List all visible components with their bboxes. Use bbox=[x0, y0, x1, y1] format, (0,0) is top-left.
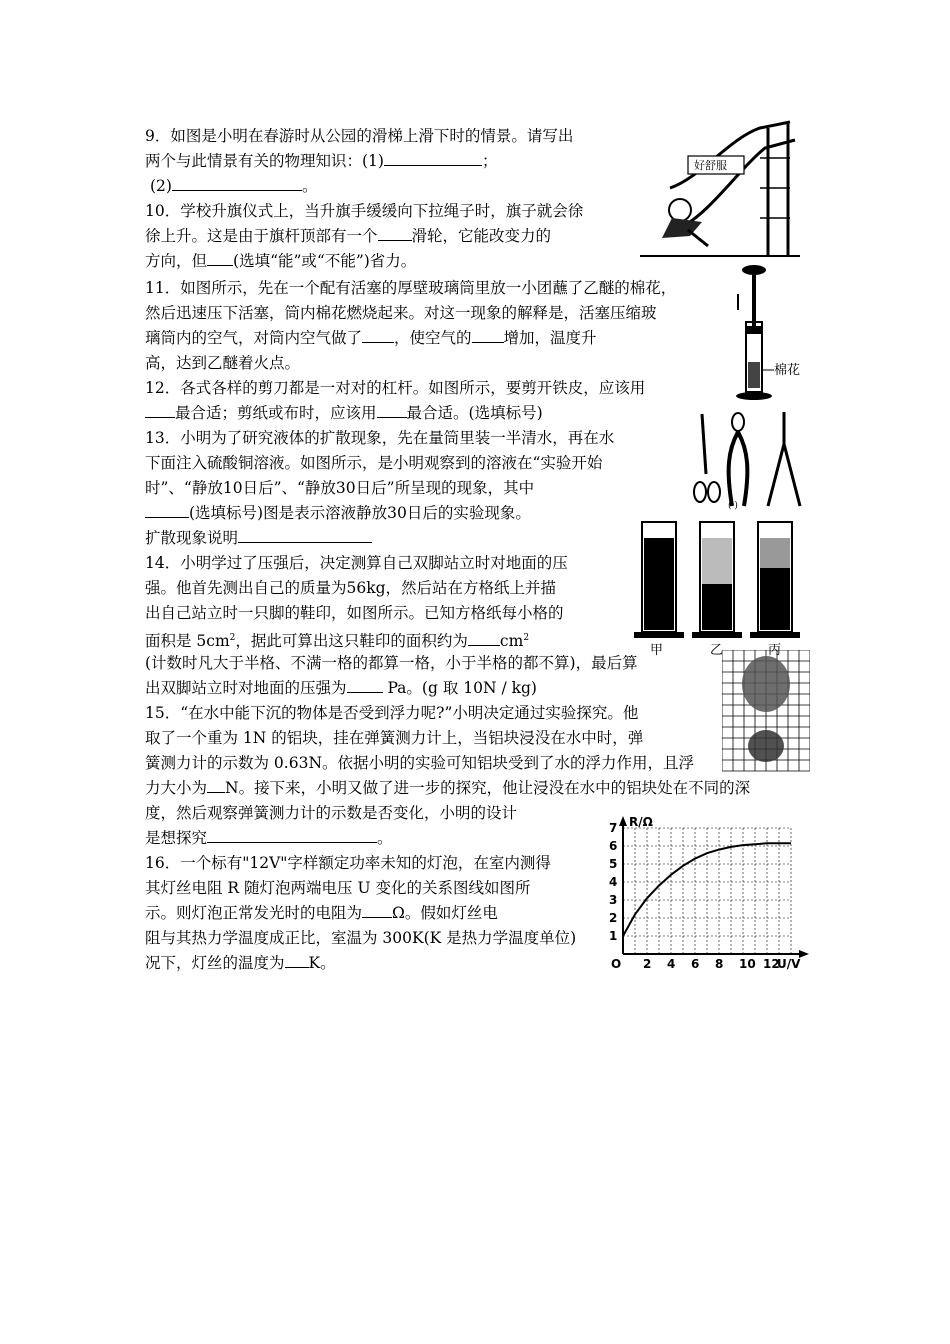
q15-line4 bbox=[145, 776, 750, 800]
q14-text: 出双脚站立时对地面的压强为 bbox=[145, 679, 347, 697]
q9-text: (2) bbox=[150, 177, 172, 195]
cylinder-b bbox=[692, 522, 742, 638]
y-axis-arrow bbox=[619, 816, 627, 826]
q12-text: 最合适；剪纸或布时，应该用 bbox=[175, 404, 377, 422]
q11-text: 增加，温度升 bbox=[503, 329, 597, 347]
q15-text: 是想探究 bbox=[145, 829, 208, 847]
q14-text: ，据此可算出这只鞋印的面积约为 bbox=[235, 632, 468, 651]
label-mark: ( ) bbox=[728, 501, 738, 511]
q13-line1 bbox=[145, 426, 614, 450]
answer-blank[interactable] bbox=[377, 401, 407, 418]
chart-grid bbox=[623, 828, 791, 954]
x-tick-label: 8 bbox=[715, 957, 724, 971]
x-axis-label: U/V bbox=[777, 957, 801, 971]
y-tick-label: 1 bbox=[609, 929, 618, 943]
q11-text: 璃筒内的空气，对筒内空气做了 bbox=[145, 329, 363, 347]
q14-line6 bbox=[145, 676, 537, 700]
q14-text: 面积是 5cm bbox=[145, 632, 230, 651]
x-tick-label: 4 bbox=[667, 957, 676, 971]
q10-line2 bbox=[145, 224, 551, 248]
x-tick-label: 6 bbox=[691, 957, 700, 971]
answer-blank[interactable] bbox=[285, 951, 309, 968]
cylinder-label: 乙 bbox=[710, 643, 724, 656]
q16-text: 16．一个标有"12V"字样额定功率未知的灯泡，在室内测得 bbox=[145, 854, 551, 872]
q11-line2 bbox=[145, 301, 657, 325]
q16-text: K。 bbox=[308, 954, 336, 972]
answer-blank[interactable] bbox=[384, 149, 482, 166]
answer-blank[interactable] bbox=[207, 776, 225, 793]
q16-text: 况下，灯丝的温度为 bbox=[145, 954, 285, 972]
q14-line1 bbox=[145, 551, 568, 575]
q15-text: 簧测力计的示数为 0.63N。依据小明的实验可知铝块受到了水的浮力作用，且浮 bbox=[145, 754, 695, 772]
answer-blank[interactable] bbox=[472, 326, 504, 343]
q16-line5 bbox=[145, 951, 336, 975]
q13-line4 bbox=[145, 501, 531, 525]
q15-text: 力大小为 bbox=[145, 779, 208, 797]
slide-figure bbox=[640, 118, 800, 260]
q11-text: 11．如图所示，先在一个配有活塞的厚壁玻璃筒里放一小团蘸了乙醚的棉花， bbox=[145, 279, 677, 297]
q14-text: 出自己站立时一只脚的鞋印，如图所示。已知方格纸每小格的 bbox=[145, 604, 564, 622]
q9-text: 。 bbox=[301, 177, 318, 195]
q10-text: 徐上升。这是由于旗杆顶部有一个 bbox=[145, 227, 378, 245]
cylinder-c bbox=[750, 522, 800, 638]
y-tick-label: 4 bbox=[609, 875, 618, 889]
q15-text: 。 bbox=[377, 829, 393, 847]
cylinder-label: 甲 bbox=[650, 643, 664, 656]
superscript: 2 bbox=[523, 633, 530, 643]
q12-line2 bbox=[145, 401, 543, 425]
q16-line3 bbox=[145, 901, 498, 925]
y-tick-label: 7 bbox=[609, 821, 618, 835]
answer-blank[interactable] bbox=[145, 501, 189, 518]
q11-text: 高，达到乙醚着火点。 bbox=[145, 354, 301, 372]
q13-line2 bbox=[145, 451, 602, 475]
q9-text: 9．如图是小明在春游时从公园的滑梯上滑下时的情景。请写出 bbox=[145, 127, 574, 145]
shoeprint-grid-figure bbox=[722, 650, 810, 776]
cylinder-label: 丙 bbox=[768, 643, 782, 656]
answer-blank[interactable] bbox=[207, 249, 233, 266]
q13-text: 时”、“静放10日后”、“静放30日后”所呈现的现象，其中 bbox=[145, 479, 535, 497]
q11-line3 bbox=[145, 326, 597, 350]
scissors-figure bbox=[688, 410, 808, 512]
q15-line5 bbox=[145, 801, 517, 825]
answer-blank[interactable] bbox=[378, 224, 412, 241]
y-tick-label: 6 bbox=[609, 839, 618, 853]
q10-line3 bbox=[145, 249, 416, 273]
q9-text: ； bbox=[481, 152, 498, 170]
answer-blank[interactable] bbox=[238, 526, 372, 543]
q14-line3 bbox=[145, 601, 564, 625]
q9-line3 bbox=[150, 174, 317, 198]
q10-text: 10．学校升旗仪式上，当升旗手缓缓向下拉绳子时，旗子就会徐 bbox=[145, 202, 584, 220]
q9-text: 两个与此情景有关的物理知识：(1) bbox=[145, 152, 384, 170]
q11-line1 bbox=[145, 276, 676, 300]
q13-line5 bbox=[145, 526, 372, 550]
x-tick-label: 2 bbox=[643, 957, 652, 971]
q15-text: 度，然后观察弹簧测力计的示数是否变化，小明的设计 bbox=[145, 804, 518, 822]
q10-text: 滑轮，它能改变力的 bbox=[411, 227, 552, 245]
q16-line1 bbox=[145, 851, 551, 875]
q11-line4 bbox=[145, 351, 300, 375]
answer-blank[interactable] bbox=[362, 901, 392, 918]
origin-label: O bbox=[611, 957, 622, 971]
y-tick-label: 5 bbox=[609, 857, 618, 871]
cotton-label: 棉花 bbox=[774, 363, 801, 378]
q16-text: 示。则灯泡正常发光时的电阻为 bbox=[145, 904, 363, 922]
q12-line1 bbox=[145, 376, 645, 400]
q9-line2 bbox=[145, 149, 497, 173]
q15-line6 bbox=[145, 826, 393, 850]
q13-text: (选填标号)图是表示溶液静放30日后的实验现象。 bbox=[189, 504, 531, 522]
q14-text: cm bbox=[499, 632, 524, 651]
resistance-voltage-chart bbox=[605, 812, 813, 972]
q15-text: 15．“在水中能下沉的物体是否受到浮力呢?”小明决定通过实验探究。他 bbox=[145, 704, 639, 722]
q10-text: 方向，但 bbox=[145, 252, 208, 270]
q14-line2 bbox=[145, 576, 556, 600]
q16-text: 其灯丝电阻 R 随灯泡两端电压 U 变化的关系图线如图所 bbox=[145, 879, 531, 897]
q14-text: (计数时凡大于半格、不满一格的都算一格，小于半格的都不算)，最后算 bbox=[145, 654, 638, 672]
q14-line5 bbox=[145, 651, 638, 675]
answer-blank[interactable] bbox=[145, 401, 175, 418]
q14-text: 强。他首先测出自己的质量为56kg，然后站在方格纸上并描 bbox=[145, 579, 557, 597]
cylinder-a bbox=[634, 522, 684, 638]
speech-bubble-label: 好舒服 bbox=[694, 160, 727, 172]
q14-text: Pa。(g 取 10N / kg) bbox=[382, 679, 537, 697]
superscript: 2 bbox=[229, 633, 236, 643]
q16-line2 bbox=[145, 876, 530, 900]
q15-line3 bbox=[145, 751, 694, 775]
q12-text: 最合适。(选填标号) bbox=[406, 404, 543, 422]
q13-text: 扩散现象说明 bbox=[145, 529, 239, 547]
answer-blank[interactable] bbox=[347, 676, 383, 693]
q13-text: 13．小明为了研究液体的扩散现象，先在量筒里装一半清水，再在水 bbox=[145, 429, 615, 447]
q15-line2 bbox=[145, 726, 643, 750]
q15-line1 bbox=[145, 701, 638, 725]
q9-line1 bbox=[145, 124, 573, 148]
q16-text: Ω。假如灯丝电 bbox=[392, 904, 498, 922]
q14-line4 bbox=[145, 626, 529, 653]
y-tick-label: 2 bbox=[609, 911, 618, 925]
answer-blank[interactable] bbox=[172, 174, 302, 191]
q10-text: (选填“能”或“不能”)省力。 bbox=[233, 252, 417, 270]
q16-line4 bbox=[145, 926, 576, 950]
q14-text: 14．小明学过了压强后，决定测算自己双脚站立时对地面的压 bbox=[145, 554, 568, 572]
q11-text: ，使空气的 bbox=[394, 329, 472, 347]
q15-text: N。接下来，小明又做了进一步的探究，他让浸没在水中的铝块处在不同的深 bbox=[225, 779, 751, 797]
q13-line3 bbox=[145, 476, 534, 500]
q12-text: 12．各式各样的剪刀都是一对对的杠杆。如图所示，要剪开铁皮，应该用 bbox=[145, 379, 646, 397]
y-tick-label: 3 bbox=[609, 893, 618, 907]
x-tick-label: 10 bbox=[739, 957, 756, 971]
q11-text: 然后迅速压下活塞，筒内棉花燃烧起来。对这一现象的解释是，活塞压缩玻 bbox=[145, 304, 657, 322]
y-axis-label: R/Ω bbox=[629, 815, 653, 829]
fire-syringe-figure bbox=[728, 262, 808, 402]
x-axis-arrow bbox=[799, 950, 809, 958]
cylinders-figure bbox=[630, 516, 805, 656]
x-tick-label: 12 bbox=[763, 957, 780, 971]
answer-blank[interactable] bbox=[207, 826, 377, 843]
q15-text: 取了一个重为 1N 的铝块，挂在弹簧测力计上，当铝块浸没在水中时，弹 bbox=[145, 729, 644, 747]
q16-text: 阻与其热力学温度成正比，室温为 300K(K 是热力学温度单位) bbox=[145, 929, 577, 947]
q10-line1 bbox=[145, 199, 583, 223]
answer-blank[interactable] bbox=[362, 326, 394, 343]
answer-blank[interactable] bbox=[468, 629, 500, 646]
q13-text: 下面注入硫酸铜溶液。如图所示，是小明观察到的溶液在“实验开始 bbox=[145, 454, 603, 472]
